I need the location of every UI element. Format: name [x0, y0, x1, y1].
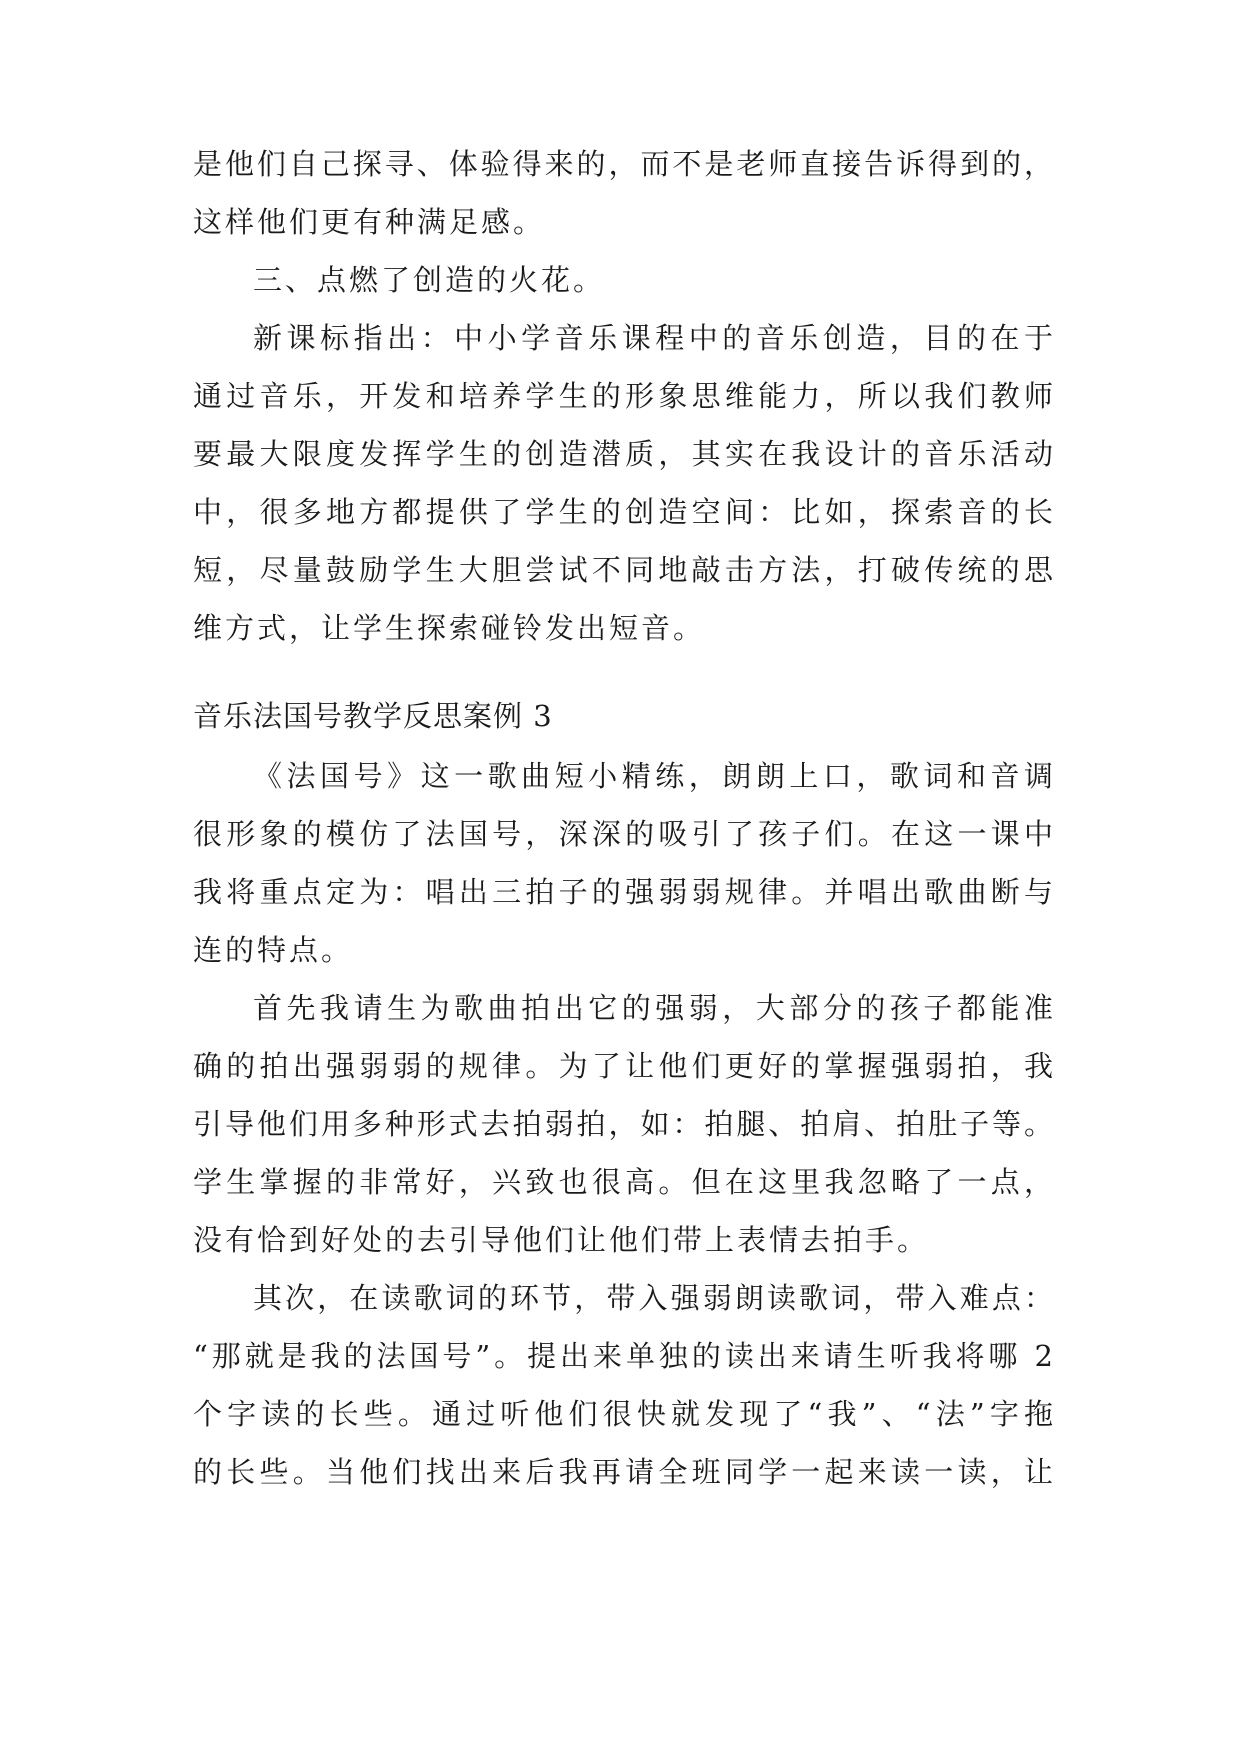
text-line: 学生掌握的非常好，兴致也很高。但在这里我忽略了一点，	[193, 1165, 1053, 1199]
text-line: 通过音乐，开发和培养学生的形象思维能力，所以我们教师	[193, 379, 1053, 413]
text-line: 我将重点定为：唱出三拍子的强弱弱规律。并唱出歌曲断与	[193, 875, 1053, 909]
text-line: 连的特点。	[193, 933, 354, 967]
text-line: 短，尽量鼓励学生大胆尝试不同地敲击方法，打破传统的思	[193, 553, 1053, 587]
section-title: 音乐法国号教学反思案例 3	[193, 699, 553, 733]
text-line: 没有恰到好处的去引导他们让他们带上表情去拍手。	[193, 1223, 930, 1257]
text-line: “那就是我的法国号”。提出来单独的读出来请生听我将哪 2	[193, 1339, 1053, 1373]
text-line: 首先我请生为歌曲拍出它的强弱，大部分的孩子都能准	[253, 991, 1053, 1025]
text-line: 的长些。当他们找出来后我再请全班同学一起来读一读，让	[193, 1455, 1053, 1489]
text-line: 维方式，让学生探索碰铃发出短音。	[193, 611, 706, 645]
text-line: 要最大限度发挥学生的创造潜质，其实在我设计的音乐活动	[193, 437, 1053, 471]
text-line: 《法国号》这一歌曲短小精练，朗朗上口，歌词和音调	[253, 759, 1053, 793]
text-line: 个字读的长些。通过听他们很快就发现了“我”、“法”字拖	[193, 1397, 1053, 1431]
text-line: 确的拍出强弱弱的规律。为了让他们更好的掌握强弱拍，我	[193, 1049, 1053, 1083]
text-line: 是他们自己探寻、体验得来的，而不是老师直接告诉得到的，	[193, 147, 1053, 181]
section-subheading: 三、点燃了创造的火花。	[253, 263, 606, 297]
text-line: 其次，在读歌词的环节，带入强弱朗读歌词，带入难点：	[253, 1281, 1053, 1315]
text-line: 这样他们更有种满足感。	[193, 205, 546, 239]
text-line: 新课标指出：中小学音乐课程中的音乐创造，目的在于	[253, 321, 1053, 355]
text-line: 中，很多地方都提供了学生的创造空间：比如，探索音的长	[193, 495, 1053, 529]
text-line: 很形象的模仿了法国号，深深的吸引了孩子们。在这一课中	[193, 817, 1053, 851]
text-line: 引导他们用多种形式去拍弱拍，如：拍腿、拍肩、拍肚子等。	[193, 1107, 1053, 1141]
